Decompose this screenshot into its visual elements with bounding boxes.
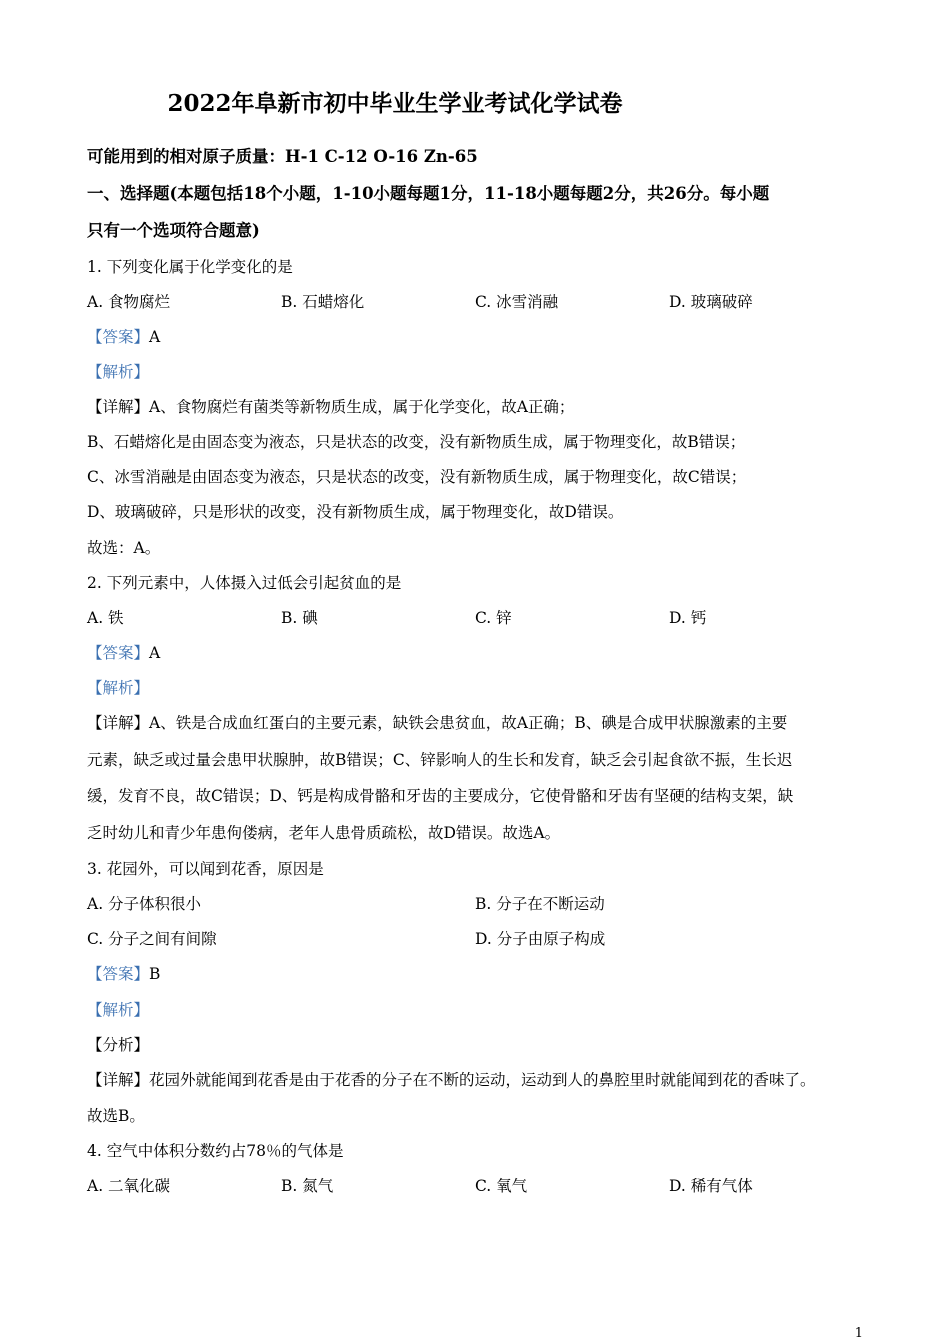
q4-option-b: B. 氮气 — [281, 1177, 334, 1195]
q3-stem: 3. 花园外，可以闻到花香，原因是 — [87, 860, 324, 878]
q4-option-d: D. 稀有气体 — [669, 1177, 753, 1195]
q1-analysis-line — [87, 361, 877, 383]
q2-detail-paragraph — [87, 705, 877, 851]
analysis-tag: 【解析】 — [87, 1001, 150, 1019]
q2-detail-line-4: 乏时幼儿和青少年患佝偻病，老年人患骨质疏松，故D错误。故选A。 — [87, 823, 561, 842]
document-title: 2022年阜新市初中毕业生学业考试化学试卷 — [167, 90, 623, 117]
q2-answer-line — [87, 642, 877, 664]
q3-detail-line-1 — [87, 1069, 877, 1091]
q1-option-b: B. 石蜡熔化 — [281, 293, 365, 311]
answer-tag: 【答案】 — [87, 965, 150, 983]
q3-analysis-line — [87, 999, 877, 1021]
q4-stem: 4. 空气中体积分数约占78％的气体是 — [87, 1142, 344, 1160]
q3-option-c: C. 分子之间有间隙 — [87, 930, 217, 948]
analysis-tag: 【解析】 — [87, 679, 150, 697]
q1-option-d: D. 玻璃破碎 — [669, 293, 753, 311]
q4-option-a: A. 二氧化碳 — [87, 1177, 171, 1195]
q1-detail-line-1 — [87, 396, 877, 418]
q1-detail-line-2: B、石蜡熔化是由固态变为液态，只是状态的改变，没有新物质生成，属于物理变化，故B错误； — [87, 433, 746, 451]
q2-detail-line-1 — [87, 705, 877, 742]
q1-stem: 1. 下列变化属于化学变化的是 — [87, 258, 293, 276]
q2-detail-text-1: A、铁是合成血红蛋白的主要元素，缺铁会患贫血，故A正确；B、碘是合成甲状腺激素的主要 — [149, 714, 788, 732]
q3-option-b: B. 分子在不断运动 — [475, 895, 605, 913]
q2-option-c: C. 锌 — [475, 609, 512, 627]
q2-stem: 2. 下列元素中，人体摄入过低会引起贫血的是 — [87, 574, 402, 592]
q1-detail-text-1: A、食物腐烂有菌类等新物质生成，属于化学变化，故A正确； — [149, 398, 575, 416]
q1-answer: A — [149, 328, 161, 346]
q3-option-d: D. 分子由原子构成 — [475, 930, 606, 948]
q2-option-d: D. 钙 — [669, 609, 707, 627]
fenxi-tag: 【分析】 — [87, 1036, 150, 1054]
q3-answer-line — [87, 963, 877, 985]
q1-detail-line-3: C、冰雪消融是由固态变为液态，只是状态的改变，没有新物质生成，属于物理变化，故C错误； — [87, 468, 747, 486]
q3-answer: B — [149, 965, 161, 983]
answer-tag: 【答案】 — [87, 328, 150, 346]
q3-conclusion: 故选B。 — [87, 1107, 145, 1125]
answer-tag: 【答案】 — [87, 644, 150, 662]
q2-detail-line-3: 缓，发育不良，故C错误；D、钙是构成骨骼和牙齿的主要成分，它使骨骼和牙齿有坚硬的结构支架，缺 — [87, 787, 794, 805]
q3-option-a: A. 分子体积很小 — [87, 895, 202, 913]
q1-answer-line — [87, 326, 877, 348]
q1-option-a: A. 食物腐烂 — [87, 293, 171, 311]
q2-option-b: B. 碘 — [281, 609, 318, 627]
q1-conclusion: 故选：A。 — [87, 539, 161, 557]
q3-fenxi-line — [87, 1034, 877, 1056]
page-number: 1 — [854, 1326, 863, 1341]
q1-detail-line-4: D、玻璃破碎，只是形状的改变，没有新物质生成，属于物理变化，故D错误。 — [87, 503, 624, 521]
detail-tag: 【详解】 — [87, 398, 150, 416]
section-heading-line2: 只有一个选项符合题意) — [87, 221, 260, 240]
q1-option-c: C. 冰雪消融 — [475, 293, 559, 311]
q4-option-c: C. 氧气 — [475, 1177, 528, 1195]
q2-option-a: A. 铁 — [87, 609, 124, 627]
atomic-masses: 可能用到的相对原子质量：H-1 C-12 O-16 Zn-65 — [87, 147, 478, 166]
q2-analysis-line — [87, 677, 877, 699]
q2-detail-line-2: 元素，缺乏或过量会患甲状腺肿，故B错误；C、锌影响人的生长和发育，缺乏会引起食欲不振，生长迟 — [87, 750, 793, 769]
detail-tag: 【详解】 — [87, 714, 150, 732]
analysis-tag: 【解析】 — [87, 363, 150, 381]
q3-detail-text-1: 花园外就能闻到花香是由于花香的分子在不断的运动，运动到人的鼻腔里时就能闻到花的香味了。 — [149, 1071, 816, 1089]
detail-tag: 【详解】 — [87, 1071, 150, 1089]
section-heading-line1: 一、选择题(本题包括18个小题，1-10小题每题1分，11-18小题每题2分，共26分。每小题 — [87, 184, 770, 203]
q2-answer: A — [149, 644, 161, 662]
